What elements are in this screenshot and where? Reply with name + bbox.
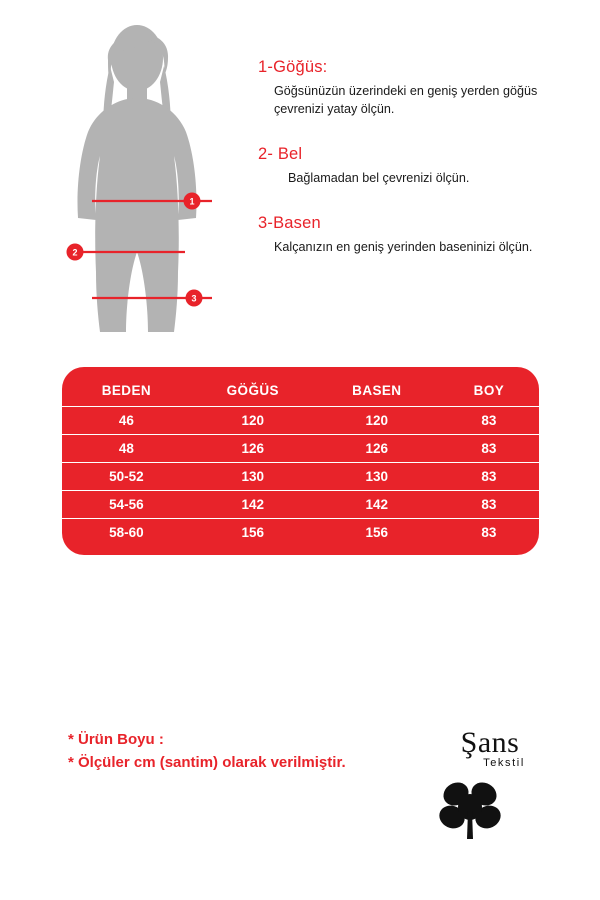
figure-marker-1-label: 1 xyxy=(189,196,195,207)
table-cell-basen: 120 xyxy=(315,407,439,435)
table-cell-beden: 54-56 xyxy=(62,491,191,519)
instructions-list xyxy=(258,58,578,283)
table-cell-gogus: 142 xyxy=(191,491,315,519)
instruction-item-2 xyxy=(258,145,578,188)
table-cell-basen: 126 xyxy=(315,435,439,463)
instruction-text-3: Kalçanızın en geniş yerinden baseninizi ölçün. xyxy=(274,239,533,254)
table-cell-beden: 50-52 xyxy=(62,463,191,491)
brand-subtitle: Tekstil xyxy=(483,757,525,769)
brand-logo xyxy=(435,728,545,839)
figure-marker-2-label: 2 xyxy=(72,247,78,258)
table-row xyxy=(62,435,539,463)
table-row xyxy=(62,463,539,491)
table-cell-gogus: 130 xyxy=(191,463,315,491)
table-cell-boy: 83 xyxy=(439,519,539,547)
size-table xyxy=(62,376,539,546)
note-product-length: * Ürün Boyu : xyxy=(68,731,164,748)
table-header-gogus: GÖĞÜS xyxy=(226,383,279,398)
table-row xyxy=(62,407,539,435)
instruction-item-3 xyxy=(258,214,578,257)
table-cell-basen: 130 xyxy=(315,463,439,491)
table-row xyxy=(62,519,539,547)
instruction-text-2: Bağlamadan bel çevrenizi ölçün. xyxy=(288,170,470,185)
brand-name: Şans xyxy=(460,726,520,759)
table-cell-gogus: 156 xyxy=(191,519,315,547)
table-row xyxy=(62,491,539,519)
measurement-guide-section xyxy=(0,0,600,345)
figure-marker-3-label: 3 xyxy=(191,293,197,304)
table-header-basen: BASEN xyxy=(352,383,402,398)
table-cell-gogus: 120 xyxy=(191,407,315,435)
instruction-title-2: 2- Bel xyxy=(258,144,303,163)
instruction-text-1: Göğsünüzün üzerindeki en geniş yerden göğüs çevrenizi yatay ölçün. xyxy=(274,84,538,116)
table-header-row xyxy=(62,376,539,407)
table-header-boy: BOY xyxy=(473,383,505,398)
table-cell-beden: 46 xyxy=(62,407,191,435)
table-cell-boy: 83 xyxy=(439,435,539,463)
table-cell-beden: 48 xyxy=(62,435,191,463)
table-cell-basen: 156 xyxy=(315,519,439,547)
instruction-title-1: 1-Göğüs: xyxy=(258,58,328,76)
table-cell-boy: 83 xyxy=(439,463,539,491)
table-cell-basen: 142 xyxy=(315,491,439,519)
table-header-beden: BEDEN xyxy=(101,383,152,398)
footer-notes xyxy=(68,728,468,775)
clover-icon xyxy=(435,777,505,839)
body-figure xyxy=(30,20,245,345)
body-figure-illustration xyxy=(30,20,245,345)
instruction-title-3: 3-Basen xyxy=(258,213,321,232)
table-cell-beden: 58-60 xyxy=(62,519,191,547)
note-units: * Ölçüler cm (santim) olarak verilmiştir. xyxy=(68,754,346,772)
table-cell-boy: 83 xyxy=(439,491,539,519)
instruction-item-1 xyxy=(258,58,578,119)
table-cell-gogus: 126 xyxy=(191,435,315,463)
table-cell-boy: 83 xyxy=(439,407,539,435)
size-table-card xyxy=(62,367,539,555)
